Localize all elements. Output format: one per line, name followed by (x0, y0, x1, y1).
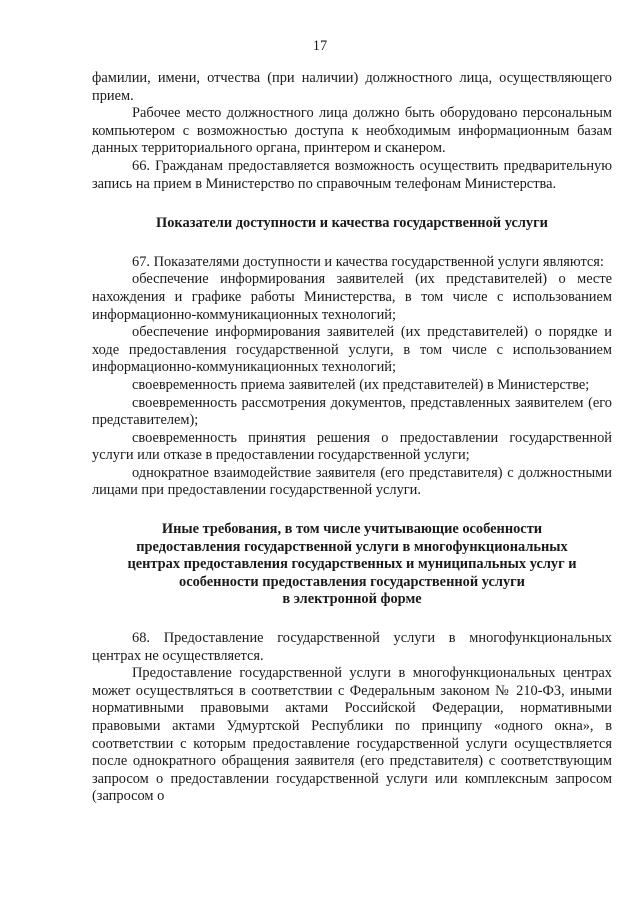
heading-line: особенности предоставления государственной услуги (179, 573, 525, 590)
section-heading-other-requirements (92, 521, 612, 609)
list-item: своевременность рассмотрения документов, представленных заявителем (его представителем); (92, 394, 612, 429)
heading-line: центрах предоставления государственных и муниципальных услуг и (127, 556, 577, 573)
list-item: своевременность принятия решения о предоставлении государственной услуги или отказе в предоставлении государственной услуги; (92, 429, 612, 464)
heading-line: Иные требования, в том числе учитывающие особенности (161, 521, 543, 538)
paragraph: Рабочее место должностного лица должно быть оборудовано персональным компьютером с возможностью доступа к необходимым информационным базам данных территориального органа, принтером и сканером. (92, 105, 612, 157)
paragraph: Предоставление государственной услуги в многофункциональных центрах может осуществляться в соответствии с Федеральным законом № 210-ФЗ, иными нормативными правовыми актами Российской Федерации, нормативными правовыми актами Удмуртской Республики по принципу «одного окна», в соответствии с которым предоставление государственной услуги осуществляется после однократного обращения заявителя (его представителя) с соответствующим запросом о предоставлении государственной услуги или комплексным запросом (запросом о (92, 665, 612, 805)
list-item: однократное взаимодействие заявителя (его представителя) с должностными лицами при предоставлении государственной услуги. (92, 464, 612, 499)
list-item: обеспечение информирования заявителей (их представителей) о порядке и ходе предоставления государственной услуги, в том числе с использованием информационно-коммуникационных технологий; (92, 324, 612, 376)
list-item: своевременность приема заявителей (их представителей) в Министерстве; (132, 376, 590, 393)
list-item: обеспечение информирования заявителей (их представителей) о месте нахождения и графике работы Министерства, в том числе с использованием информационно-коммуникационных технологий; (92, 271, 612, 323)
section-heading-accessibility: Показатели доступности и качества государственной услуги (156, 215, 548, 232)
paragraph: 68. Предоставление государственной услуги в многофункциональных центрах не осуществляется. (92, 630, 612, 664)
document-body (92, 70, 612, 806)
heading-line: в электронной форме (282, 591, 422, 608)
heading-line: предоставления государственной услуги в многофункциональных (136, 538, 568, 555)
paragraph: 66. Гражданам предоставляется возможность осуществить предварительную запись на прием в Министерство по справочным телефонам Министерства. (92, 157, 612, 192)
page-number: 17 (312, 38, 328, 54)
paragraph: фамилии, имени, отчества (при наличии) должностного лица, осуществляющего прием. (92, 70, 612, 104)
paragraph: 67. Показателями доступности и качества государственной услуги являются: (132, 253, 604, 270)
